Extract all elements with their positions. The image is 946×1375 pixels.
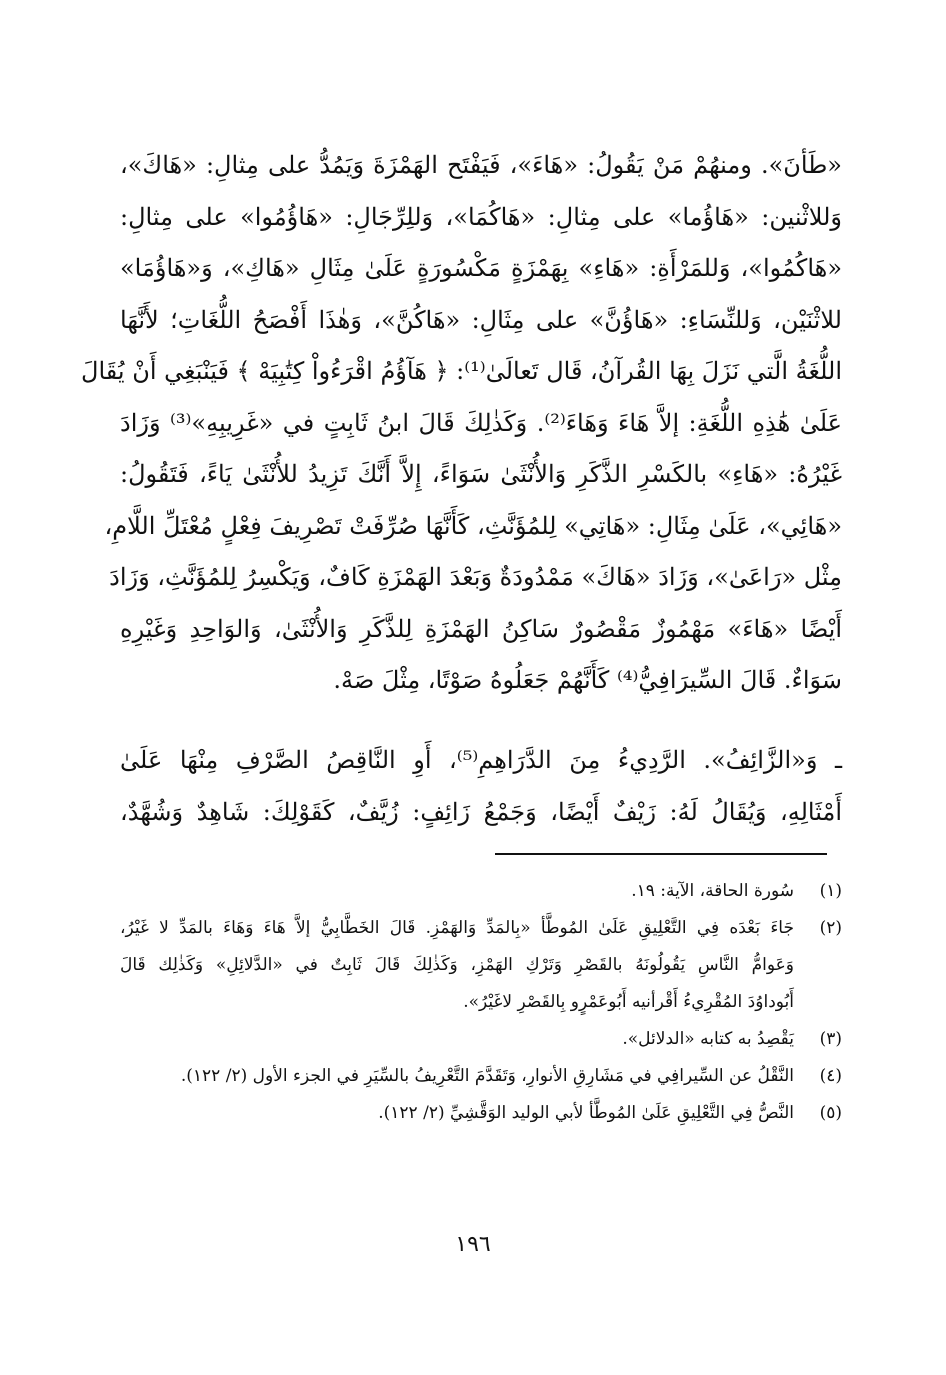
text-line: أَمْثَالِهِ، وَيُقَالُ لَهُ: زَيْفٌ أَيْضًا، وَجَمْعُ زَائِفٍ: زُيَّفٌ، كَقَوْلِكَ: شَاهِدٌ وَشُهَّدٌ، [120,797,842,826]
footnote-4 [120,1058,842,1095]
page-number: ١٩٦ [455,1232,491,1257]
footnote-line: وَعَوامُّ النَّاسِ يَقُولُونَهُ بالقَصْرِ وَتَرْكِ الهَمْزِ، وَكَذٰلِكَ قَالَ ثَابِتٌ في «الدَّلائِلِ» وَكَذٰلِك قَالَ [120,955,794,975]
footnotes [120,873,842,1132]
footnote-number: (٤) [819,1066,842,1086]
footnote-text [120,873,794,910]
main-paragraph [81,140,842,707]
text-line: ـ وَ«الزَّائِفُ». الرَّدِيءُ مِنَ الدَّرَاهِمِ⁽⁵⁾، أَوِ النَّاقِصُ الصَّرْفِ مِنْهَا عَلَىٰ [120,746,843,774]
footnote-line: النَّقْلُ عن السِّيرافِي في مَشَارِقِ الأنوارِ، وَتَقَدَّمَ التَّعْرِيفُ بالسِّيَرِ في الجزء الأول (٢/ ١٢٢). [180,1066,794,1086]
footnote-line: يَقْصِدُ به كتابه «الدلائل». [622,1029,794,1049]
footnote-text [120,1058,794,1095]
footnote-number: (٣) [819,1029,842,1049]
text-line: أَيْضًا «هَاءَ» مَهْمُوزٌ مَقْصُورٌ سَاكِنُ الهَمْزَةِ لِلذَّكَرِ وَالأُنْثَىٰ، وَالوَاحِدِ وَغَيْرِهِ [120,614,842,643]
footnote-3 [120,1021,842,1058]
text-line: عَلَىٰ هَٰذِهِ اللُّغَةِ: إلاَّ هَاءَ وَهَاءَ⁽²⁾. وَكَذٰلِكَ قَالَ ابنُ ثَابِتٍ في «غَرِيبِهِ»⁽³⁾ وَزَادَ [120,408,842,437]
footnote-line: سُورة الحاقة، الآية: ١٩. [631,881,794,901]
footnote-number: (٥) [819,1103,842,1123]
footnote-line: النَّصُّ فِي التَّعْلِيقِ عَلَىٰ المُوطَّأ لأبي الوليد الوَقَّشِيِّ (٢/ ١٢٢). [378,1103,794,1123]
footnote-text [120,1021,794,1058]
footnote-number: (١) [819,881,842,901]
text-line: «طَأنَ». ومنهُمْ مَنْ يَقُولُ: «هَاءَ»، فَيَفْتَح الهَمْزَةَ وَيَمُدُّ على مِثالِ: «هَاكَ»، [120,151,842,179]
second-paragraph [120,735,842,838]
text-line: «هَائِي»، عَلَىٰ مِثَالِ: «هَاتِي» لِلمُؤَنَّثِ، كَأَنَّهَا صُرِّفَتْ تَصْرِيفَ فِعْلٍ مُعْتَلِّ اللَّامِ، [104,511,842,540]
text-line-last: سَوَاءٌ. قَالَ السِّيرَافِيُّ⁽⁴⁾ كَأَنَّهُمْ جَعَلُوهُ صَوْتًا، مِثْلَ صَهْ. [333,666,842,694]
footnote-text [120,1095,794,1132]
text-line: وَللاثْنين: «هَاؤُما» على مِثالِ: «هَاكُمَا»، وَللِرِّجَالِ: «هَاؤُمُوا» على مِثالِ: [120,202,842,231]
footnote-text [120,910,794,1021]
footnote-line: أَبُوداوُدَ المُقْرِيءُ أَقْرأنيه أَبُوعَمْرٍو بِالقَصْرِ لاغَيْرُ». [463,992,794,1012]
footnote-2 [120,910,842,1021]
footnote-line: جَاءَ بَعْدَه فِي التَّعْلِيقِ عَلَىٰ المُوطَّأ «بِالمَدِّ وَالهَمْزِ. قَالَ الخَطَّابِيُّ إلاَّ هَاءَ وَهَاءَ بالمَدِّ لا غَيْرُ، [120,918,794,938]
text-line: اللُّغَةُ الَّتي نَزَلَ بِهَا القُرآنُ، قَال تَعالَىٰ⁽¹⁾: ﴿ هَآؤُمُ اقْرَءُواْ كِتَٰبِيَهْ ﴾ فَيَنْبَغِي أَنْ يُقَالَ [81,357,842,385]
text-line: غَيْرُهُ: «هَاءِ» بالكَسْرِ الذَّكَرِ وَالأُنْثَىٰ سَوَاءً، إِلاَّ أَنَّكَ تَزِيدُ للأُنْثَىٰ يَاءً، فَتَقُولُ: [120,460,842,488]
footnote-1 [120,873,842,910]
footnote-number: (٢) [819,918,842,938]
text-line: للاثْنَيْن، وَللنِّسَاءِ: «هَاؤُنَّ» على مِثَالِ: «هَاكُنَّ»، وَهٰذَا أَفْصَحُ اللُّغَاتِ؛ لأَنَّهَا [120,305,842,334]
footnote-5 [120,1095,842,1132]
text-line: مِثْل «رَاعَىٰ»، وَزَادَ «هَاكَ» مَمْدُودَةٌ وَبَعْدَ الهَمْزَةِ كَافٌ، وَيَكْسِرُ لِلمُؤَنَّثِ، وَزَادَ [109,563,842,591]
footnote-separator [495,853,827,855]
text-line: «هَاكُمُوا»، وَللمَرْأَةِ: «هَاءِ» بِهَمْزَةٍ مَكْسُورَةٍ عَلَىٰ مِثَالِ «هَاكِ»، وَ«هَاؤُمَا» [120,254,842,282]
